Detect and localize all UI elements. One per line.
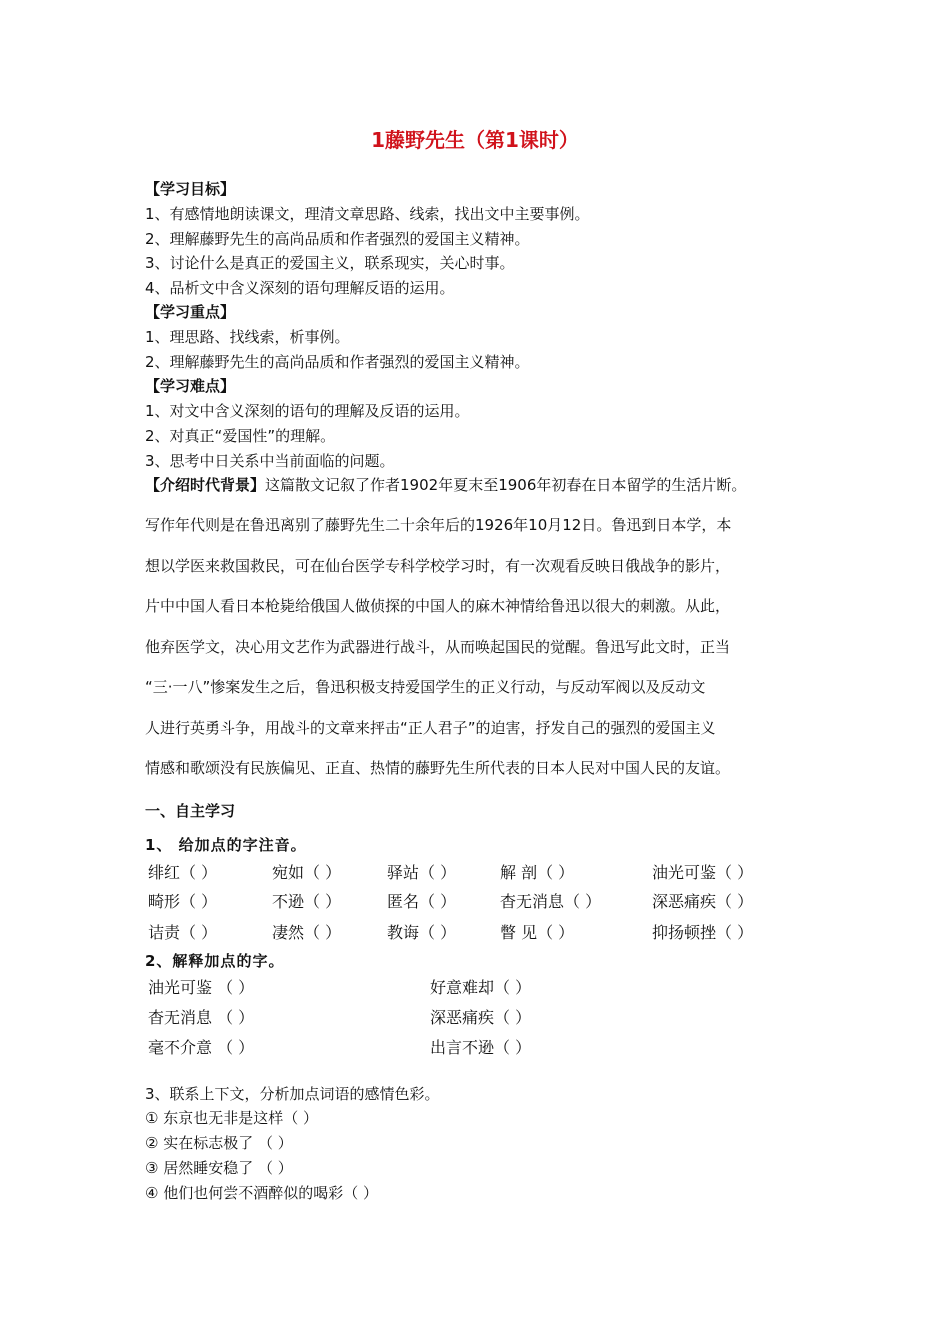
sentiment-item: ① 东京也无非是这样（ ） — [145, 1109, 318, 1127]
background-line: 写作年代则是在鲁迅离别了藤野先生二十余年后的1926年10月12日。鲁迅到日本学，本 — [145, 516, 732, 534]
pinyin-item: 诘责（ ） — [148, 923, 218, 942]
pinyin-item: 畸形（ ） — [148, 892, 218, 911]
explain-item: 毫不介意 （ ） — [148, 1038, 255, 1057]
objective-item: 1、有感情地朗读课文，理清文章思路、线索，找出文中主要事例。 — [145, 205, 590, 223]
pinyin-item: 解 剖（ ） — [500, 863, 575, 882]
difficulty-heading: 【学习难点】 — [145, 377, 236, 395]
pinyin-item: 油光可鉴（ ） — [652, 863, 754, 882]
question-3-heading: 3、联系上下文，分析加点词语的感情色彩。 — [145, 1085, 440, 1103]
question-1-heading: 1、 给加点的字注音。 — [145, 836, 307, 854]
difficulty-item: 2、对真正“爱国性”的理解。 — [145, 427, 336, 445]
sentiment-item: ② 实在标志极了 （ ） — [145, 1134, 293, 1152]
sentiment-item: ④ 他们也何尝不酒醉似的喝彩（ ） — [145, 1184, 378, 1202]
pinyin-item: 匿名（ ） — [387, 892, 457, 911]
section-heading: 一、自主学习 — [145, 802, 236, 820]
focus-heading: 【学习重点】 — [145, 303, 236, 321]
background-first-line — [145, 473, 746, 497]
background-line: 他弃医学文，决心用文艺作为武器进行战斗，从而唤起国民的觉醒。鲁迅写此文时，正当 — [145, 637, 731, 656]
background-line: 片中中国人看日本枪毙给俄国人做侦探的中国人的麻木神情给鲁迅以很大的刺激。从此， — [145, 597, 731, 615]
pinyin-item: 不逊（ ） — [272, 892, 342, 911]
difficulty-item: 3、思考中日关系中当前面临的问题。 — [145, 452, 395, 470]
pinyin-item: 宛如（ ） — [272, 863, 342, 882]
explain-item: 深恶痛疾（ ） — [430, 1008, 532, 1027]
objectives-heading: 【学习目标】 — [145, 180, 236, 198]
objective-item: 2、理解藤野先生的高尚品质和作者强烈的爱国主义精神。 — [145, 230, 530, 248]
pinyin-item: 深恶痛疾（ ） — [652, 892, 754, 911]
explain-item: 好意难却（ ） — [430, 978, 532, 997]
explain-item: 出言不逊（ ） — [430, 1038, 532, 1057]
background-line: 人进行英勇斗争，用战斗的文章来抨击“正人君子”的迫害，抒发自己的强烈的爱国主义 — [145, 718, 716, 737]
pinyin-item: 教诲（ ） — [387, 923, 457, 942]
pinyin-item: 凄然（ ） — [272, 923, 342, 942]
pinyin-item: 绯红（ ） — [148, 863, 218, 882]
explain-item: 油光可鉴 （ ） — [148, 978, 255, 997]
background-line: “三·一八”惨案发生之后，鲁迅积极支持爱国学生的正义行动，与反动军阀以及反动文 — [145, 678, 706, 696]
pinyin-item: 瞥 见（ ） — [500, 923, 575, 942]
background-paragraph — [145, 505, 825, 789]
question-2-heading: 2、解释加点的字。 — [145, 952, 285, 970]
focus-item: 2、理解藤野先生的高尚品质和作者强烈的爱国主义精神。 — [145, 353, 530, 371]
explain-item: 杳无消息 （ ） — [148, 1008, 255, 1027]
sentiment-item: ③ 居然睡安稳了 （ ） — [145, 1159, 293, 1177]
pinyin-item: 驿站（ ） — [387, 863, 457, 882]
background-line: 想以学医来救国救民，可在仙台医学专科学校学习时，有一次观看反映日俄战争的影片， — [145, 556, 731, 575]
objective-item: 3、讨论什么是真正的爱国主义，联系现实，关心时事。 — [145, 254, 515, 272]
page-title: 1藤野先生（第1课时） — [371, 128, 579, 152]
background-heading: 【介绍时代背景】 — [145, 476, 266, 494]
difficulty-item: 1、对文中含义深刻的语句的理解及反语的运用。 — [145, 402, 470, 420]
background-intro: 这篇散文记叙了作者1902年夏末至1906年初春在日本留学的生活片断。 — [265, 476, 747, 494]
pinyin-item: 杳无消息（ ） — [500, 892, 602, 911]
objective-item: 4、品析文中含义深刻的语句理解反语的运用。 — [145, 279, 455, 297]
background-line: 情感和歌颂没有民族偏见、正直、热情的藤野先生所代表的日本人民对中国人民的友谊。 — [145, 759, 731, 777]
focus-item: 1、理思路、找线索，析事例。 — [145, 328, 350, 346]
pinyin-item: 抑扬顿挫（ ） — [652, 923, 754, 942]
